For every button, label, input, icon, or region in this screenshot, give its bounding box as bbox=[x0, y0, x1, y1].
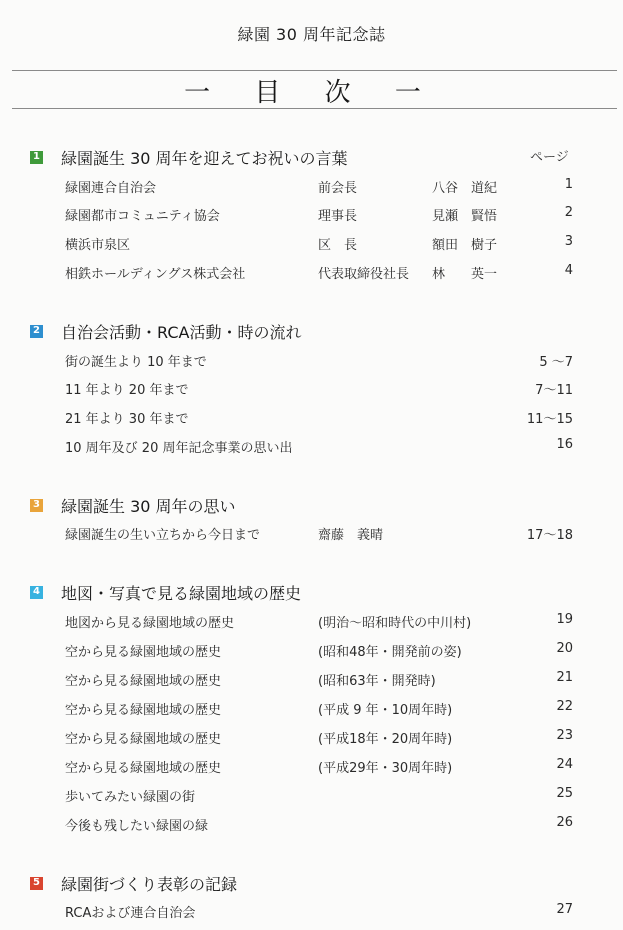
entry-page: 7〜11 bbox=[535, 383, 573, 398]
entry-person: 八谷 道紀 bbox=[432, 181, 498, 196]
entry-page: 25 bbox=[556, 786, 573, 801]
entry-page: 11〜15 bbox=[526, 412, 573, 427]
entry-name: 地図から見る緑園地域の歴史 bbox=[65, 616, 235, 631]
entry-name: 緑園都市コミュニティ協会 bbox=[65, 209, 220, 224]
toc-entry bbox=[0, 408, 623, 428]
entry-page: 3 bbox=[564, 234, 573, 249]
entry-note: (昭和48年・開発前の姿) bbox=[318, 645, 462, 660]
header-title: 緑園 30 周年記念誌 bbox=[237, 25, 386, 44]
entry-person: 見瀬 賢悟 bbox=[432, 209, 498, 224]
entry-page: 26 bbox=[556, 815, 573, 830]
entry-page: 22 bbox=[556, 699, 573, 714]
entry-name: 空から見る緑園地域の歴史 bbox=[65, 732, 222, 747]
toc-entry bbox=[0, 728, 623, 748]
bottom-rule bbox=[12, 108, 617, 109]
entry-role: 理事長 bbox=[318, 209, 358, 224]
section-3-badge: 3 bbox=[30, 499, 43, 512]
entry-name: RCAおよび連合自治会 bbox=[65, 906, 196, 921]
entry-name: 空から見る緑園地域の歴史 bbox=[65, 761, 222, 776]
entry-name: 歩いてみたい緑園の街 bbox=[65, 790, 196, 805]
toc-entry bbox=[0, 786, 623, 806]
entry-page: 23 bbox=[556, 728, 573, 743]
entry-role: 区 長 bbox=[318, 238, 358, 253]
entry-page: 19 bbox=[556, 612, 573, 627]
entry-name: 21 年より 30 年まで bbox=[65, 412, 189, 427]
entry-name: 今後も残したい緑園の緑 bbox=[65, 819, 209, 834]
section-3-heading bbox=[30, 494, 236, 516]
section-4-heading bbox=[30, 581, 301, 603]
entry-page: 5 〜7 bbox=[539, 355, 573, 370]
entry-page: 21 bbox=[556, 670, 573, 685]
entry-name: 横浜市泉区 bbox=[65, 238, 131, 253]
toc-entry bbox=[0, 757, 623, 777]
entry-note: (平成29年・30周年時) bbox=[318, 761, 453, 776]
toc-entry bbox=[0, 177, 623, 197]
top-rule bbox=[12, 70, 617, 71]
entry-name: 緑園連合自治会 bbox=[65, 181, 157, 196]
toc-entry bbox=[0, 379, 623, 399]
toc-entry bbox=[0, 351, 623, 371]
entry-name: 相鉄ホールディングス株式会社 bbox=[65, 267, 246, 282]
section-4-title: 地図・写真で見る緑園地域の歴史 bbox=[61, 583, 302, 603]
section-1-heading bbox=[30, 146, 348, 168]
entry-page: 20 bbox=[556, 641, 573, 656]
toc-entry bbox=[0, 263, 623, 283]
entry-note: (昭和63年・開発時) bbox=[318, 674, 436, 689]
entry-name: 空から見る緑園地域の歴史 bbox=[65, 674, 222, 689]
section-1-badge: 1 bbox=[30, 151, 43, 164]
entry-person: 林 英一 bbox=[432, 267, 498, 282]
section-5-title: 緑園街づくり表彰の記録 bbox=[61, 874, 238, 894]
entry-page: 24 bbox=[556, 757, 573, 772]
entry-page: 17〜18 bbox=[526, 528, 573, 543]
toc-entry bbox=[0, 641, 623, 661]
entry-name: 11 年より 20 年まで bbox=[65, 383, 189, 398]
entry-note: (平成18年・20周年時) bbox=[318, 732, 453, 747]
section-2-title: 自治会活動・RCA活動・時の流れ bbox=[61, 322, 302, 342]
entry-name: 街の誕生より 10 年まで bbox=[65, 355, 207, 370]
toc-entry bbox=[0, 205, 623, 225]
section-2-badge: 2 bbox=[30, 325, 43, 338]
section-2-heading bbox=[30, 320, 301, 342]
entry-name: 空から見る緑園地域の歴史 bbox=[65, 645, 222, 660]
toc-entry bbox=[0, 815, 623, 835]
toc-entry bbox=[0, 670, 623, 690]
entry-name: 緑園誕生の生い立ちから今日まで bbox=[65, 528, 261, 543]
entry-note: (平成 9 年・10周年時) bbox=[318, 703, 453, 718]
entry-note: (明治〜昭和時代の中川村) bbox=[318, 616, 472, 631]
section-4-badge: 4 bbox=[30, 586, 43, 599]
entry-name: 空から見る緑園地域の歴史 bbox=[65, 703, 222, 718]
entry-page: 27 bbox=[556, 902, 573, 917]
entry-name: 10 周年及び 20 周年記念事業の思い出 bbox=[65, 441, 293, 456]
entry-page: 2 bbox=[564, 205, 573, 220]
toc-entry bbox=[0, 612, 623, 632]
toc-entry bbox=[0, 437, 623, 457]
toc-entry bbox=[0, 234, 623, 254]
section-3-title: 緑園誕生 30 周年の思い bbox=[61, 496, 236, 516]
page-column-label: ページ bbox=[530, 150, 569, 165]
entry-page: 16 bbox=[556, 437, 573, 452]
entry-author: 齋藤 義晴 bbox=[318, 528, 384, 543]
section-1-title: 緑園誕生 30 周年を迎えてお祝いの言葉 bbox=[61, 148, 348, 168]
toc-entry bbox=[0, 524, 623, 544]
toc-entry bbox=[0, 699, 623, 719]
entry-page: 1 bbox=[564, 177, 573, 192]
section-5-heading bbox=[30, 872, 237, 894]
entry-page: 4 bbox=[564, 263, 573, 278]
entry-role: 代表取締役社長 bbox=[318, 267, 410, 282]
entry-role: 前会長 bbox=[318, 181, 358, 196]
entry-person: 額田 樹子 bbox=[432, 238, 498, 253]
toc-entry bbox=[0, 902, 623, 922]
toc-title: 一 目 次 一 bbox=[184, 78, 439, 108]
section-5-badge: 5 bbox=[30, 877, 43, 890]
